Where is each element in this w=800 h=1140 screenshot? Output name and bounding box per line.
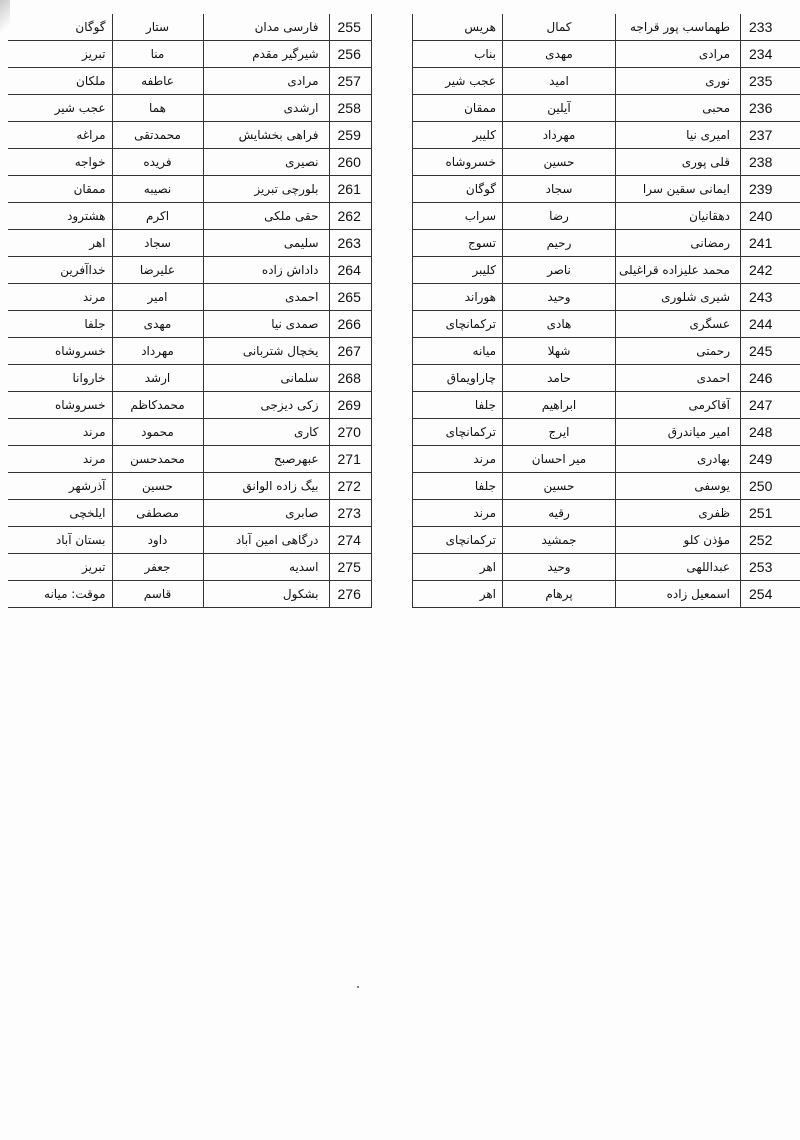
table-row bbox=[413, 365, 800, 392]
table-row bbox=[413, 311, 800, 338]
last-name-cell: محبی bbox=[616, 95, 741, 122]
city-cell: خسروشاه bbox=[413, 149, 503, 176]
last-name-cell: حقی ملکی bbox=[203, 203, 329, 230]
table-row bbox=[8, 203, 371, 230]
row-number-cell: 237 bbox=[741, 122, 800, 149]
city-cell: ترکمانچای bbox=[413, 419, 503, 446]
roster-table-right-body bbox=[413, 14, 800, 608]
city-cell: گوگان bbox=[8, 14, 112, 41]
last-name-cell: سلمانی bbox=[203, 365, 329, 392]
city-cell: ملکان bbox=[8, 68, 112, 95]
row-number-cell: 240 bbox=[741, 203, 800, 230]
table-row bbox=[413, 419, 800, 446]
row-number-cell: 267 bbox=[329, 338, 371, 365]
city-cell: میانه bbox=[413, 338, 503, 365]
last-name-cell: عبداللهی bbox=[616, 554, 741, 581]
row-number-cell: 235 bbox=[741, 68, 800, 95]
city-cell: جلفا bbox=[413, 473, 503, 500]
first-name-cell: کمال bbox=[503, 14, 616, 41]
first-name-cell: مهرداد bbox=[112, 338, 203, 365]
last-name-cell: داداش زاده bbox=[203, 257, 329, 284]
table-row bbox=[413, 257, 800, 284]
row-number-cell: 269 bbox=[329, 392, 371, 419]
table-row bbox=[413, 473, 800, 500]
city-cell: کلیبر bbox=[413, 257, 503, 284]
table-row bbox=[8, 527, 371, 554]
last-name-cell: درگاهی امین آباد bbox=[203, 527, 329, 554]
table-row bbox=[413, 527, 800, 554]
first-name-cell: حامد bbox=[503, 365, 616, 392]
roster-table-left-body bbox=[8, 14, 371, 608]
first-name-cell: علیرضا bbox=[112, 257, 203, 284]
city-cell: مرند bbox=[8, 446, 112, 473]
table-row bbox=[8, 284, 371, 311]
table-row bbox=[8, 176, 371, 203]
table-row bbox=[8, 392, 371, 419]
last-name-cell: امیر میاندرق bbox=[616, 419, 741, 446]
first-name-cell: فریده bbox=[112, 149, 203, 176]
row-number-cell: 263 bbox=[329, 230, 371, 257]
city-cell: اهر bbox=[413, 581, 503, 608]
first-name-cell: هادی bbox=[503, 311, 616, 338]
first-name-cell: شهلا bbox=[503, 338, 616, 365]
last-name-cell: نوری bbox=[616, 68, 741, 95]
city-cell: گوگان bbox=[413, 176, 503, 203]
city-cell: خاروانا bbox=[8, 365, 112, 392]
table-row bbox=[8, 581, 371, 608]
first-name-cell: حسین bbox=[112, 473, 203, 500]
table-row bbox=[413, 14, 800, 41]
city-cell: اهر bbox=[8, 230, 112, 257]
row-number-cell: 239 bbox=[741, 176, 800, 203]
last-name-cell: ایمانی سقین سرا bbox=[616, 176, 741, 203]
first-name-cell: ارشد bbox=[112, 365, 203, 392]
first-name-cell: ابراهیم bbox=[503, 392, 616, 419]
city-cell: هریس bbox=[413, 14, 503, 41]
table-row bbox=[8, 365, 371, 392]
scan-speck bbox=[357, 986, 359, 988]
table-row bbox=[413, 581, 800, 608]
table-row bbox=[8, 446, 371, 473]
row-number-cell: 256 bbox=[329, 41, 371, 68]
last-name-cell: مرادی bbox=[203, 68, 329, 95]
row-number-cell: 246 bbox=[741, 365, 800, 392]
table-row bbox=[413, 554, 800, 581]
first-name-cell: پرهام bbox=[503, 581, 616, 608]
last-name-cell: عسگری bbox=[616, 311, 741, 338]
row-number-cell: 268 bbox=[329, 365, 371, 392]
row-number-cell: 251 bbox=[741, 500, 800, 527]
table-row bbox=[8, 14, 371, 41]
last-name-cell: نصیری bbox=[203, 149, 329, 176]
row-number-cell: 261 bbox=[329, 176, 371, 203]
last-name-cell: بهادری bbox=[616, 446, 741, 473]
first-name-cell: رضا bbox=[503, 203, 616, 230]
row-number-cell: 254 bbox=[741, 581, 800, 608]
table-row bbox=[413, 284, 800, 311]
city-cell: خداآفرین bbox=[8, 257, 112, 284]
city-cell: تبریز bbox=[8, 554, 112, 581]
first-name-cell: مصطفی bbox=[112, 500, 203, 527]
last-name-cell: اسدیه bbox=[203, 554, 329, 581]
table-row bbox=[8, 149, 371, 176]
table-row bbox=[8, 68, 371, 95]
city-cell: تبریز bbox=[8, 41, 112, 68]
table-row bbox=[413, 392, 800, 419]
city-cell: هوراند bbox=[413, 284, 503, 311]
table-row bbox=[8, 122, 371, 149]
last-name-cell: امیری نیا bbox=[616, 122, 741, 149]
city-cell: موقت: میانه bbox=[8, 581, 112, 608]
last-name-cell: دهقانیان bbox=[616, 203, 741, 230]
row-number-cell: 259 bbox=[329, 122, 371, 149]
row-number-cell: 242 bbox=[741, 257, 800, 284]
first-name-cell: وحید bbox=[503, 554, 616, 581]
first-name-cell: محمدحسن bbox=[112, 446, 203, 473]
city-cell: مرند bbox=[413, 500, 503, 527]
last-name-cell: ارشدی bbox=[203, 95, 329, 122]
table-row bbox=[8, 41, 371, 68]
table-row bbox=[8, 257, 371, 284]
row-number-cell: 257 bbox=[329, 68, 371, 95]
last-name-cell: رمضانی bbox=[616, 230, 741, 257]
roster-table-left bbox=[8, 14, 372, 608]
first-name-cell: ستار bbox=[112, 14, 203, 41]
last-name-cell: زکی دیزجی bbox=[203, 392, 329, 419]
last-name-cell: بلورچی تبریز bbox=[203, 176, 329, 203]
row-number-cell: 273 bbox=[329, 500, 371, 527]
city-cell: مراغه bbox=[8, 122, 112, 149]
first-name-cell: امیر bbox=[112, 284, 203, 311]
city-cell: بناب bbox=[413, 41, 503, 68]
city-cell: جلفا bbox=[8, 311, 112, 338]
city-cell: بستان آباد bbox=[8, 527, 112, 554]
row-number-cell: 255 bbox=[329, 14, 371, 41]
city-cell: ترکمانچای bbox=[413, 527, 503, 554]
city-cell: جلفا bbox=[413, 392, 503, 419]
first-name-cell: میر احسان bbox=[503, 446, 616, 473]
row-number-cell: 247 bbox=[741, 392, 800, 419]
city-cell: تسوج bbox=[413, 230, 503, 257]
first-name-cell: قاسم bbox=[112, 581, 203, 608]
table-row bbox=[8, 338, 371, 365]
row-number-cell: 264 bbox=[329, 257, 371, 284]
last-name-cell: مرادی bbox=[616, 41, 741, 68]
table-row bbox=[8, 473, 371, 500]
first-name-cell: وحید bbox=[503, 284, 616, 311]
first-name-cell: رقیه bbox=[503, 500, 616, 527]
last-name-cell: اسمعیل زاده bbox=[616, 581, 741, 608]
row-number-cell: 250 bbox=[741, 473, 800, 500]
table-row bbox=[413, 41, 800, 68]
last-name-cell: بیگ زاده الوانق bbox=[203, 473, 329, 500]
city-cell: مرند bbox=[413, 446, 503, 473]
first-name-cell: منا bbox=[112, 41, 203, 68]
table-row bbox=[8, 230, 371, 257]
city-cell: کلیبر bbox=[413, 122, 503, 149]
table-row bbox=[413, 122, 800, 149]
first-name-cell: امید bbox=[503, 68, 616, 95]
city-cell: مرند bbox=[8, 284, 112, 311]
row-number-cell: 243 bbox=[741, 284, 800, 311]
last-name-cell: صمدی نیا bbox=[203, 311, 329, 338]
city-cell: خسروشاه bbox=[8, 338, 112, 365]
last-name-cell: آقاکرمی bbox=[616, 392, 741, 419]
last-name-cell: محمد علیزاده قراغیلی bbox=[616, 257, 741, 284]
last-name-cell: یوسفی bbox=[616, 473, 741, 500]
row-number-cell: 233 bbox=[741, 14, 800, 41]
first-name-cell: محمدتقی bbox=[112, 122, 203, 149]
first-name-cell: محمود bbox=[112, 419, 203, 446]
city-cell: مرند bbox=[8, 419, 112, 446]
city-cell: اهر bbox=[413, 554, 503, 581]
row-number-cell: 241 bbox=[741, 230, 800, 257]
row-number-cell: 270 bbox=[329, 419, 371, 446]
last-name-cell: رحمتی bbox=[616, 338, 741, 365]
row-number-cell: 271 bbox=[329, 446, 371, 473]
row-number-cell: 275 bbox=[329, 554, 371, 581]
city-cell: عجب شیر bbox=[8, 95, 112, 122]
city-cell: ممقان bbox=[413, 95, 503, 122]
first-name-cell: سجاد bbox=[112, 230, 203, 257]
first-name-cell: داود bbox=[112, 527, 203, 554]
first-name-cell: مهرداد bbox=[503, 122, 616, 149]
table-row bbox=[413, 338, 800, 365]
last-name-cell: فارسی مدان bbox=[203, 14, 329, 41]
table-row bbox=[8, 311, 371, 338]
last-name-cell: ظفری bbox=[616, 500, 741, 527]
last-name-cell: فراهی بخشایش bbox=[203, 122, 329, 149]
row-number-cell: 274 bbox=[329, 527, 371, 554]
last-name-cell: عبهرصبح bbox=[203, 446, 329, 473]
first-name-cell: مهدی bbox=[503, 41, 616, 68]
roster-table-right bbox=[412, 14, 800, 608]
last-name-cell: صابری bbox=[203, 500, 329, 527]
row-number-cell: 272 bbox=[329, 473, 371, 500]
city-cell: چاراویماق bbox=[413, 365, 503, 392]
first-name-cell: حسین bbox=[503, 473, 616, 500]
city-cell: ممقان bbox=[8, 176, 112, 203]
last-name-cell: طهماسب پور قراجه bbox=[616, 14, 741, 41]
last-name-cell: سلیمی bbox=[203, 230, 329, 257]
first-name-cell: عاطفه bbox=[112, 68, 203, 95]
city-cell: خواجه bbox=[8, 149, 112, 176]
table-row bbox=[413, 176, 800, 203]
table-row bbox=[8, 95, 371, 122]
table-row bbox=[413, 68, 800, 95]
table-row bbox=[8, 419, 371, 446]
city-cell: سراب bbox=[413, 203, 503, 230]
city-cell: هشترود bbox=[8, 203, 112, 230]
first-name-cell: نصیبه bbox=[112, 176, 203, 203]
city-cell: عجب شیر bbox=[413, 68, 503, 95]
row-number-cell: 266 bbox=[329, 311, 371, 338]
last-name-cell: مؤذن کلو bbox=[616, 527, 741, 554]
table-row bbox=[413, 500, 800, 527]
last-name-cell: یخچال شتربانی bbox=[203, 338, 329, 365]
row-number-cell: 276 bbox=[329, 581, 371, 608]
last-name-cell: احمدی bbox=[203, 284, 329, 311]
city-cell: ترکمانچای bbox=[413, 311, 503, 338]
last-name-cell: احمدی bbox=[616, 365, 741, 392]
row-number-cell: 249 bbox=[741, 446, 800, 473]
row-number-cell: 245 bbox=[741, 338, 800, 365]
last-name-cell: بشکول bbox=[203, 581, 329, 608]
row-number-cell: 253 bbox=[741, 554, 800, 581]
first-name-cell: اکرم bbox=[112, 203, 203, 230]
last-name-cell: کاری bbox=[203, 419, 329, 446]
first-name-cell: مهدی bbox=[112, 311, 203, 338]
row-number-cell: 248 bbox=[741, 419, 800, 446]
first-name-cell: رحیم bbox=[503, 230, 616, 257]
row-number-cell: 252 bbox=[741, 527, 800, 554]
first-name-cell: ناصر bbox=[503, 257, 616, 284]
table-row bbox=[413, 446, 800, 473]
row-number-cell: 234 bbox=[741, 41, 800, 68]
first-name-cell: سجاد bbox=[503, 176, 616, 203]
first-name-cell: محمدکاظم bbox=[112, 392, 203, 419]
table-row bbox=[8, 500, 371, 527]
table-row bbox=[413, 230, 800, 257]
table-row bbox=[413, 95, 800, 122]
city-cell: ایلخچی bbox=[8, 500, 112, 527]
last-name-cell: شیرگیر مقدم bbox=[203, 41, 329, 68]
first-name-cell: جعفر bbox=[112, 554, 203, 581]
row-number-cell: 238 bbox=[741, 149, 800, 176]
first-name-cell: حسین bbox=[503, 149, 616, 176]
first-name-cell: جمشید bbox=[503, 527, 616, 554]
city-cell: خسروشاه bbox=[8, 392, 112, 419]
table-row bbox=[413, 149, 800, 176]
first-name-cell: هما bbox=[112, 95, 203, 122]
first-name-cell: ایرج bbox=[503, 419, 616, 446]
row-number-cell: 260 bbox=[329, 149, 371, 176]
row-number-cell: 258 bbox=[329, 95, 371, 122]
last-name-cell: شیری شلوری bbox=[616, 284, 741, 311]
table-row bbox=[8, 554, 371, 581]
row-number-cell: 262 bbox=[329, 203, 371, 230]
city-cell: آذرشهر bbox=[8, 473, 112, 500]
row-number-cell: 244 bbox=[741, 311, 800, 338]
first-name-cell: آیلین bbox=[503, 95, 616, 122]
last-name-cell: قلی پوری bbox=[616, 149, 741, 176]
row-number-cell: 236 bbox=[741, 95, 800, 122]
row-number-cell: 265 bbox=[329, 284, 371, 311]
table-row bbox=[413, 203, 800, 230]
